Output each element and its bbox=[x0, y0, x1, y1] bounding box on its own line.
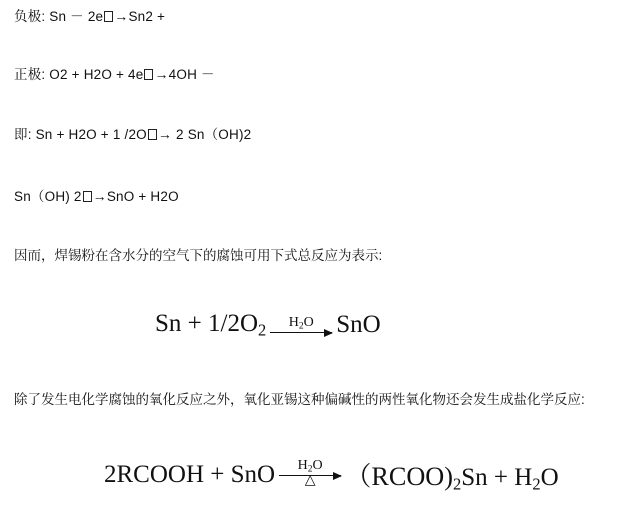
paragraph-salt-formation: 除了发生电化学腐蚀的氧化反应之外，氧化亚锡这种偏碱性的两性氧化物还会发生成盐化学反应: bbox=[14, 392, 585, 407]
arrow-icon: → bbox=[92, 188, 107, 204]
arrow-icon: → bbox=[154, 66, 169, 82]
arrow-condition-above: $H_2O$ bbox=[297, 458, 323, 475]
reaction-arrow-icon bbox=[279, 459, 341, 488]
text-line-anode bbox=[14, 8, 165, 25]
eq-right bbox=[345, 455, 559, 495]
arrow-condition-above: $H_2O$ bbox=[288, 314, 314, 331]
arrow-condition-below: △ bbox=[304, 473, 316, 489]
eq-left: $Sn + 1/2O_2$ bbox=[155, 310, 267, 340]
eq-left: 2RCOOH + SnO bbox=[104, 460, 276, 488]
eq-left-subscript: 2 bbox=[258, 320, 267, 340]
equation-salt-formation bbox=[104, 455, 559, 495]
equation-sn-oxidation bbox=[155, 310, 381, 341]
eq-right-subscript: 2 bbox=[453, 474, 462, 494]
arrow-shaft bbox=[279, 475, 341, 476]
eq-right-group: （RCOO) bbox=[345, 462, 454, 491]
line-text: Sn（OH) 2 bbox=[14, 189, 82, 204]
arrow-icon: → bbox=[157, 126, 173, 142]
eq-right: SnO bbox=[336, 311, 381, 339]
missing-glyph-box bbox=[83, 191, 92, 202]
arrow-icon: → bbox=[114, 8, 129, 24]
equation-row bbox=[155, 310, 381, 341]
eq-right-rest: Sn + H bbox=[461, 464, 533, 491]
missing-glyph-box bbox=[104, 11, 113, 22]
missing-glyph-box bbox=[148, 129, 157, 140]
paragraph-corrosion-summary: 因而，焊锡粉在含水分的空气下的腐蚀可用下式总反应为表示: bbox=[14, 248, 383, 263]
reaction-arrow-icon bbox=[270, 316, 332, 333]
line-tail: 2 Sn（OH)2 bbox=[172, 127, 252, 142]
text-line-overall bbox=[14, 126, 251, 143]
equation-row bbox=[104, 455, 559, 495]
line-text: 负极: Sn － 2e bbox=[14, 9, 104, 24]
text-line-decomposition bbox=[14, 188, 179, 205]
missing-glyph-box bbox=[144, 69, 153, 80]
eq-right-subscript-2: 2 bbox=[532, 474, 541, 494]
line-tail: Sn2 + bbox=[128, 9, 166, 24]
line-text: 正极: O2 + H2O + 4e bbox=[14, 67, 144, 82]
arrow-shaft bbox=[270, 332, 332, 333]
line-tail: SnO + H2O bbox=[106, 189, 179, 204]
line-text: 即: Sn + H2O + 1 /2O bbox=[14, 127, 147, 142]
text-line-cathode bbox=[14, 66, 215, 83]
eq-right-tail: O bbox=[540, 464, 559, 491]
line-tail: 4OH － bbox=[168, 67, 215, 82]
